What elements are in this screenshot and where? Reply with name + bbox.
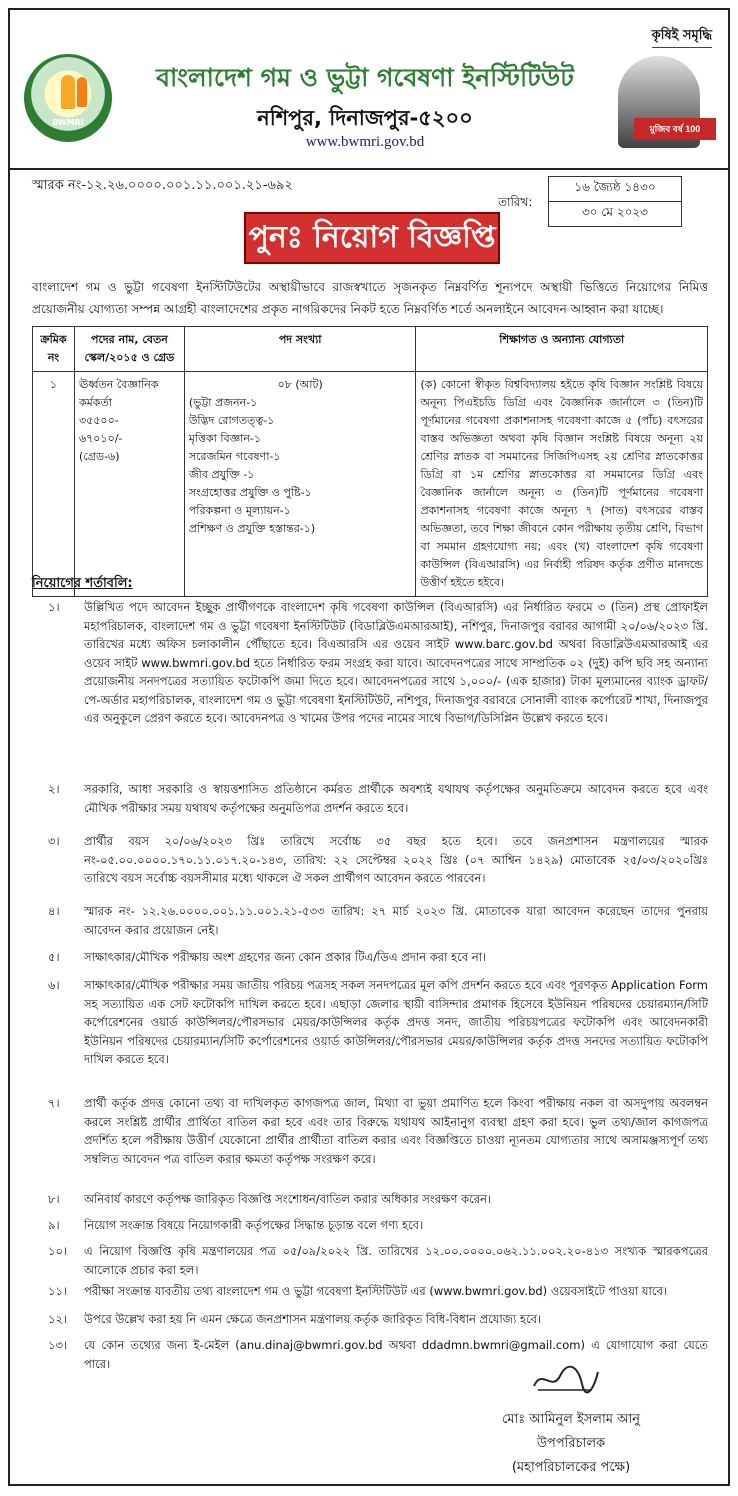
signatory-name: মোঃ আমিনুল ইসলাম আনু bbox=[501, 1412, 641, 1427]
table-header-row bbox=[33, 327, 708, 372]
motto: কৃষিই সমৃদ্ধি bbox=[652, 26, 712, 48]
condition-text: সাক্ষাৎকার/মৌখিক পরীক্ষায় অংশ গ্রহণের জন্য কোন প্রকার টিএ/ডিএ প্রদান করা হবে না। bbox=[84, 950, 487, 964]
conditions-title: নিয়োগের শর্তাবলি: bbox=[32, 576, 133, 591]
header-post-name: পদের নাম, বেতন স্কেল/২০১৫ ও গ্রেড bbox=[74, 327, 184, 372]
organization-address: নশিপুর, দিনাজপুর-৫২০০ bbox=[257, 106, 473, 130]
condition-text: স্মারক নং- ১২.২৬.০০০০.০০১.১১.০০১.২১-৫৩৩ তারিখ: ২৭ মার্চ ২০২৩ খ্রি. মোতাবেক যারা আবেদন করেছেন তাদের পুনরায় আবেদন করার প্রয়োজন নেই। bbox=[84, 904, 708, 937]
centenary-badge: মুজিব বর্ষ 100 bbox=[634, 118, 716, 140]
row-sl: ১ bbox=[33, 372, 75, 597]
condition-item bbox=[32, 1336, 708, 1373]
condition-item bbox=[32, 976, 708, 1069]
post-count-item: সরেজমিন গবেষণা-১ bbox=[188, 450, 281, 463]
post-count-item: প্রশিক্ষণ ও প্রযুক্তি হস্তান্তর-১) bbox=[188, 522, 316, 535]
condition-text: যে কোন তথ্যের জন্য ই-মেইল (anu.dinaj@bwmri.gov.bd অথবা ddadmn.bwmri@gmail.com) এ যোগাযোগ করা যেতে পারে। bbox=[84, 1338, 708, 1371]
post-count-item: (ভুট্টা প্রজনন-১ bbox=[188, 396, 258, 409]
memo-number: স্মারক নং-১২.২৬.০০০০.০০১.১১.০০১.২১-৬৯২ bbox=[32, 178, 293, 193]
post-count-item: উদ্ভিদ রোগতত্ত্ব-১ bbox=[188, 414, 275, 427]
institute-logo bbox=[24, 54, 112, 142]
notice-banner: পুনঃ নিয়োগ বিজ্ঞপ্তি bbox=[244, 212, 500, 264]
organization-name: বাংলাদেশ গম ও ভুট্টা গবেষণা ইনস্টিটিউট bbox=[156, 63, 574, 92]
post-count-item: সংগ্রহোত্তর প্রযুক্তি ও পুষ্টি-১ bbox=[188, 486, 312, 499]
condition-item bbox=[32, 1310, 708, 1329]
condition-item bbox=[32, 1216, 708, 1235]
condition-text: সরকারি, আধা সরকারি ও স্বায়ত্তশাসিত প্রতিষ্ঠানে কর্মরত প্রার্থীকে অবশ্যই যথাযথ কর্তৃপক্ষের অনুমতিক্রমে আবেদন করতে হবে এবং মৌখিক পরীক্ষার সময় যথাযথ কর্তৃপক্ষের অনুমতিপত্র প্রদর্শন করতে হবে। bbox=[84, 782, 708, 815]
organization-website[interactable]: www.bwmri.gov.bd bbox=[305, 134, 425, 150]
logo-text: BWMRI bbox=[52, 118, 84, 127]
condition-text: নিয়োগ সংক্রান্ত বিষয়ে নিয়োগকারী কর্তৃপক্ষের সিদ্ধান্ত চূড়ান্ত বলে গণ্য হবে। bbox=[84, 1218, 424, 1232]
condition-number: ৭। bbox=[48, 1096, 60, 1110]
condition-text: এ নিয়োগ বিজ্ঞপ্তি কৃষি মন্ত্রণালয়ের পত্র ০৫/০৯/২০২২ খ্রি. তারিখের ১২.০০.০০০০.০৬২.১১.০০২.২০-৪১৩ সংখ্যক স্মারকপত্রের আলোকে প্রচার করা হল। bbox=[84, 1244, 708, 1277]
maize-icon bbox=[77, 77, 87, 107]
wheat-icon bbox=[61, 75, 75, 109]
condition-item bbox=[32, 598, 708, 728]
condition-number: ৩। bbox=[48, 834, 60, 848]
condition-text: প্রার্থীর বয়স ২০/০৬/২০২৩ খ্রিঃ তারিখে সর্বোচ্চ ৩৫ বছর হতে হবে। তবে জনপ্রশাসন মন্ত্রণালয়ের স্মারক নং-০৫.০০.০০০০.১৭০.১১.০১৭.২০-১৪৩, তারিখ: ২২ সেপ্টেম্বর ২০২২ খ্রিঃ (০৭ আশ্বিন ১৪২৯) মোতাবেক ২৫/০৩/২০২০খ্রিঃ তারিখে বয়স সর্বোচ্চ বয়সসীমার মধ্যে থাকলে ঐ সকল প্রার্থীগণ আবেদন করতে পারবেন। bbox=[84, 834, 708, 885]
post-name-line: ৩৫৫০০- bbox=[78, 414, 119, 427]
condition-item bbox=[32, 902, 708, 939]
condition-item bbox=[32, 832, 708, 888]
condition-item bbox=[32, 780, 708, 817]
condition-number: ১০। bbox=[48, 1244, 68, 1258]
condition-number: ১। bbox=[48, 600, 60, 614]
header-sl: ক্রমিক নং bbox=[33, 327, 75, 372]
row-post-name bbox=[74, 372, 184, 597]
condition-text: উপরে উল্লেখ করা হয় নি এমন ক্ষেত্রে জনপ্রশাসন মন্ত্রণালয় কর্তৃক জারিকৃত বিধি-বিধান প্রযোজ্য হবে। bbox=[84, 1312, 542, 1326]
row-qualification: (ক) কোনো স্বীকৃত বিশ্ববিদ্যালয় হইতে কৃষি বিজ্ঞান সংশ্লিষ্ট বিষয়ে অনূন্য পিএইচডি ডিগ্রি এবং বৈজ্ঞানিক জার্নালে ৩ (তিন)টি পূর্ণমানের গবেষণা প্রকাশনাসহ গবেষণা কাজে ৫ (পাঁচ) বৎসরের বাস্তব অভিজ্ঞতা অথবা কৃষি বিজ্ঞান সংশ্লিষ্ট বিষয়ে অনূন্য ২য় শ্রেণির স্নাতক বা সমমানের সিজিপিএসহ ২য় শ্রেণির স্নাতকোত্তর ডিগ্রি বা ১ম শ্রেণির স্নাতকোত্তর বা সমমানের ডিগ্রি এবং বৈজ্ঞানিক জার্নালে অনূন্য ৩ (তিন)টি পূর্ণমানের গবেষণা প্রকাশনাসহ গবেষণা কাজে অনূন্য ৭ (সাত) বৎসরের বাস্তব অভিজ্ঞতা, তবে শিক্ষা জীবনে কোন পরীক্ষায় তৃতীয় শ্রেণি, বিভাগ বা সমমান গ্রহণযোগ্য নয়; এবং (খ) বাংলাদেশ কৃষি গবেষণা কাউন্সিল (বিএআরসি) এর নির্বাহী পরিষদ কর্তৃক প্রণীত মানদন্ডে উত্তীর্ণ হইতে হইবে। bbox=[416, 372, 708, 597]
table-row bbox=[33, 372, 708, 597]
condition-text: পরীক্ষা সংক্রান্ত যাবতীয় তথ্য বাংলাদেশ গম ও ভুট্টা গবেষণা ইনস্টিটিউট এর (www.bwmri.gov.bd) ওয়েবসাইটে পাওয়া যাবে। bbox=[84, 1284, 668, 1298]
condition-number: ২। bbox=[48, 782, 60, 796]
posts-table bbox=[32, 326, 708, 597]
post-name-line: (গ্রেড-৬) bbox=[78, 450, 120, 463]
post-name-line: ঊর্ধ্বতন বৈজ্ঞানিক কর্মকর্তা bbox=[78, 378, 159, 409]
post-count-item: জীব প্রযুক্তি -১ bbox=[188, 468, 255, 481]
condition-number: ৯। bbox=[48, 1218, 60, 1232]
signatory-on-behalf: (মহাপরিচালকের পক্ষে) bbox=[511, 1460, 631, 1475]
condition-text: সাক্ষাৎকার/মৌখিক পরীক্ষার সময় জাতীয় পরিচয় পত্রসহ সকল সনদপত্রের মূল কপি প্রদর্শন করতে হবে এবং পূরণকৃত Application Form সহ সত্যায়িত এক সেট ফটোকপি দাখিল করতে হবে। এছাড়া জেলার স্থায়ী বাসিন্দার প্রমাণক হিসেবে ইউনিয়ন পরিষদের চেয়ারম্যান/সিটি কর্পোরেশনের ওয়ার্ড কাউন্সিলর/পৌরসভার মেয়র/কাউন্সিলর কর্তৃক প্রদত্ত সনদ, জাতীয় পরিচয়পত্রের ফটোকপি এবং আবেদনকারী ইউনিয়ন পরিষদের চেয়ারম্যান/সিটি কর্পোরেশনের ওয়ার্ড কাউন্সিলর/পৌরসভার মেয়র/কাউন্সিলর কর্তৃক প্রদত্ত সনদের সত্যায়িত ফটোকপি দাখিল করতে হবে। bbox=[84, 978, 708, 1066]
intro-paragraph: বাংলাদেশ গম ও ভুট্টা গবেষণা ইনস্টিটিউটের অস্থায়ীভাবে রাজস্বখাতে সৃজনকৃত নিম্নবর্ণিত শূন্যপদে অস্থায়ী ভিত্তিতে নিয়োগের নিমিত্ত প্রয়োজনীয় যোগ্যতা সম্পন্ন আগ্রহী বাংলাদেশের প্রকৃত নাগরিকদের নিকট হতে নিম্নবর্ণিত শর্তে অনলাইনে আবেদন আহ্বান করা যাচ্ছে। bbox=[32, 280, 708, 316]
condition-number: ৮। bbox=[48, 1192, 60, 1206]
header-post-count: পদ সংখ্যা bbox=[184, 327, 416, 372]
condition-item bbox=[32, 1242, 708, 1279]
condition-item bbox=[32, 1282, 708, 1301]
condition-number: ১১। bbox=[48, 1284, 68, 1298]
condition-number: ৪। bbox=[48, 904, 60, 918]
date-bangla: ১৬ জ্যৈষ্ঠ ১৪৩০ bbox=[549, 177, 681, 202]
condition-number: ৫। bbox=[48, 950, 60, 964]
condition-number: ৬। bbox=[48, 978, 60, 992]
date-english: ৩০ মে ২০২৩ bbox=[582, 205, 648, 219]
header-qualification: শিক্ষাগত ও অন্যান্য যোগ্যতা bbox=[416, 327, 708, 372]
condition-text: অনিবার্য কারণে কর্তৃপক্ষ জারিকৃত বিজ্ঞপ্তি সংশোধন/বাতিল করার অধিকার সংরক্ষণ করেন। bbox=[84, 1192, 492, 1206]
post-count-total: ০৮ (আট) bbox=[277, 378, 323, 391]
condition-text: প্রার্থী কর্তৃক প্রদত্ত কোনো তথ্য বা দাখিলকৃত কাগজপত্র জাল, মিথ্যা বা ভুয়া প্রমাণিত হলে কিংবা পরীক্ষায় নকল বা অসদুপায় অবলম্বন করলে সংশ্লিষ্ট প্রার্থীর প্রার্থিতা বাতিল করা হবে এবং তার বিরুদ্ধে যথাযথ আইনানুগ ব্যবস্থা গ্রহণ করা হবে। ভুল তথ্য/জাল কাগজপত্র প্রদর্শিত হলে পরীক্ষায় উত্তীর্ণ যেকোনো প্রার্থীর প্রার্থীতা বাতিল করার এবং বিজ্ঞপ্তিতে চাওয়া ন্যূনতম যোগ্যতার সাথে অসামঞ্জস্যপূর্ণ তথ্য সম্বলিত আবেদন পত্র বাতিল করার ক্ষমতা কর্তৃপক্ষ সংরক্ষণ করে। bbox=[84, 1096, 708, 1166]
post-name-line: ৬৭০১০/- bbox=[78, 432, 123, 445]
date-label: তারিখ: bbox=[498, 195, 533, 209]
condition-item bbox=[32, 1094, 708, 1168]
post-count-item: পরিকল্পনা ও মূল্যায়ন-১ bbox=[188, 504, 291, 517]
condition-text: উল্লিখিত পদে আবেদন ইচ্ছুক প্রার্থীগণকে বাংলাদেশ কৃষি গবেষণা কাউন্সিল (বিএআরসি) এর নির্ধারিত ফরমে ৩ (তিন) প্রস্থ প্রোফাইল মহাপরিচালক, বাংলাদেশ গম ও ভুট্টা গবেষণা ইনস্টিটিউট (বিডাব্লিউএমআরআই), নশিপুর, দিনাজপুর বরাবর আগামী ২০/০৬/২০২৩ খ্রি. তারিখের মধ্যে অফিস চলাকালীন পৌঁছাতে হবে। বিএআরসি এর ওয়েব সাইট www.barc.gov.bd অথবা বিডাব্লিউএমআরআই এর ওয়েব সাইট www.bwmri.gov.bd হতে নির্ধারিত ফরম সংগ্রহ করা যাবে। আবেদনপত্রের সাথে সাম্প্রতিক ০২ (দুই) কপি ছবি সহ অন্যান্য প্রয়োজনীয় সনদপত্রের সত্যায়িত ফটোকপি জমা দিতে হবে। আবেদনপত্রের সাথে ১,০০০/- (এক হাজার) টাকা মূল্যমানের ব্যাংক ড্রাফট/পে-অর্ডার মহাপরিচালক, বাংলাদেশ গম ও ভুট্টা গবেষণা ইনস্টিটিউট, নশিপুর, দিনাজপুর বরাবরে সোনালী ব্যাংক কর্পোরেট শাখা, দিনাজপুর এর অনুকূলে প্রেরণ করতে হবে। আবেদনপত্র ও খামের উপর পদের নামের সাথে বিভাগ/ডিসিপ্লিন উল্লেখ করতে হবে। bbox=[84, 600, 708, 725]
condition-item bbox=[32, 948, 708, 967]
letterhead bbox=[10, 10, 728, 168]
notice-page bbox=[8, 8, 730, 1486]
row-post-count bbox=[184, 372, 416, 597]
post-count-item: মৃত্তিকা বিজ্ঞান-১ bbox=[188, 432, 262, 445]
date-box bbox=[548, 176, 682, 227]
signatory-designation: উপপরিচালক bbox=[536, 1436, 606, 1451]
signature-scribble bbox=[530, 1362, 600, 1396]
condition-number: ১৩। bbox=[48, 1338, 68, 1352]
condition-item bbox=[32, 1190, 708, 1209]
header-divider bbox=[10, 168, 728, 170]
condition-number: ১২। bbox=[48, 1312, 68, 1326]
